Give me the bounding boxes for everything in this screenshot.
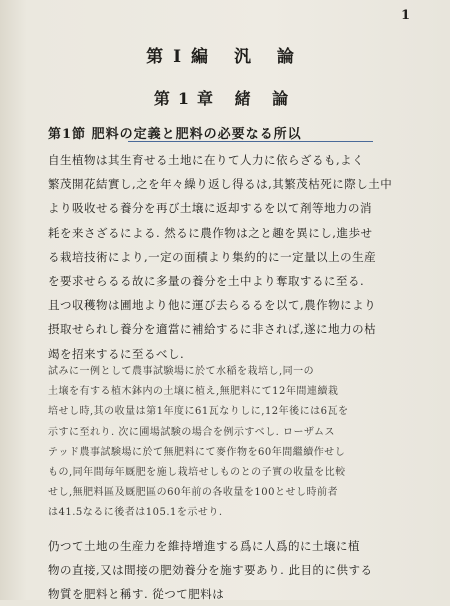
text-line: せし,無肥料區及厩肥區の60年前の各收量を100とせし時前者 [48, 487, 338, 499]
section-title: 第1節 肥料の定義と肥料の必要なる所以 [48, 127, 302, 142]
text-line: より吸收せる養分を再び土壌に返却するを以て剤等地力の消 [48, 201, 372, 216]
page-number: 1 [400, 8, 410, 23]
paragraph-3 [48, 534, 420, 606]
text-line: 自生植物は其生育せる土地に在りて人力に依らざるも,よく [48, 153, 365, 167]
text-line: 試みに一例として農事試験場に於て水稲を栽培し,同一の [48, 366, 315, 377]
text-line: 培せし時,其の收量は第1年度に61瓦なりしに,12年後には6瓦を [48, 406, 349, 418]
text-line: 摂取せられし養分を適當に補給するに非されば,遂に地力の枯 [48, 322, 377, 337]
text-line: 耗を来さざるによる. 然るに農作物は之と趣を異にし,進歩せ [48, 225, 373, 240]
text-line: 竭を招来するに至るべし. [48, 346, 185, 361]
section-title-underline [128, 141, 373, 142]
part-title: 第Ⅰ編 汎 論 [146, 47, 304, 67]
text-line: 且つ収穫物は圃地より他に運び去らるるを以て,農作物により [48, 298, 377, 313]
text-line: 物質を肥料と稱す. 從つて肥料は [48, 587, 225, 601]
text-line: 土壌を有する植木鉢内の土壌に植え,無肥料にて12年間連續栽 [48, 386, 339, 398]
text-line: テッド農事試験場に於て無肥料にて麥作物を60年間繼續作せし [48, 446, 346, 458]
chapter-title: 第1章 緒 論 [153, 89, 297, 108]
text-line: 繁茂開花結實し,之を年々繰り返し得るは,其繁茂枯死に際し土中 [48, 177, 393, 192]
text-line: 仍つて土地の生産力を維持增進する爲に人爲的に土壌に植 [48, 539, 360, 553]
text-line: 示すに至れり. 次に圃場試験の場合を例示すべし. ローザムス [48, 426, 336, 438]
text-line: は41.5なるに後者は105.1を示せり. [48, 507, 223, 519]
paragraph-2 [48, 362, 420, 524]
text-line: る栽培技術により,一定の面積より集約的に一定量以上の生産 [48, 249, 377, 264]
text-line: を要求せらるる故に多量の養分を土中より奪取するに至る. [48, 274, 365, 289]
paragraph-1 [48, 148, 420, 366]
text-line: 物の直接,又は間接の肥効養分を施す要あり. 此目的に供する [48, 563, 373, 577]
text-line: もの,同年間毎年厩肥を施し栽培せしものとの子實の收量を比較 [48, 467, 346, 479]
